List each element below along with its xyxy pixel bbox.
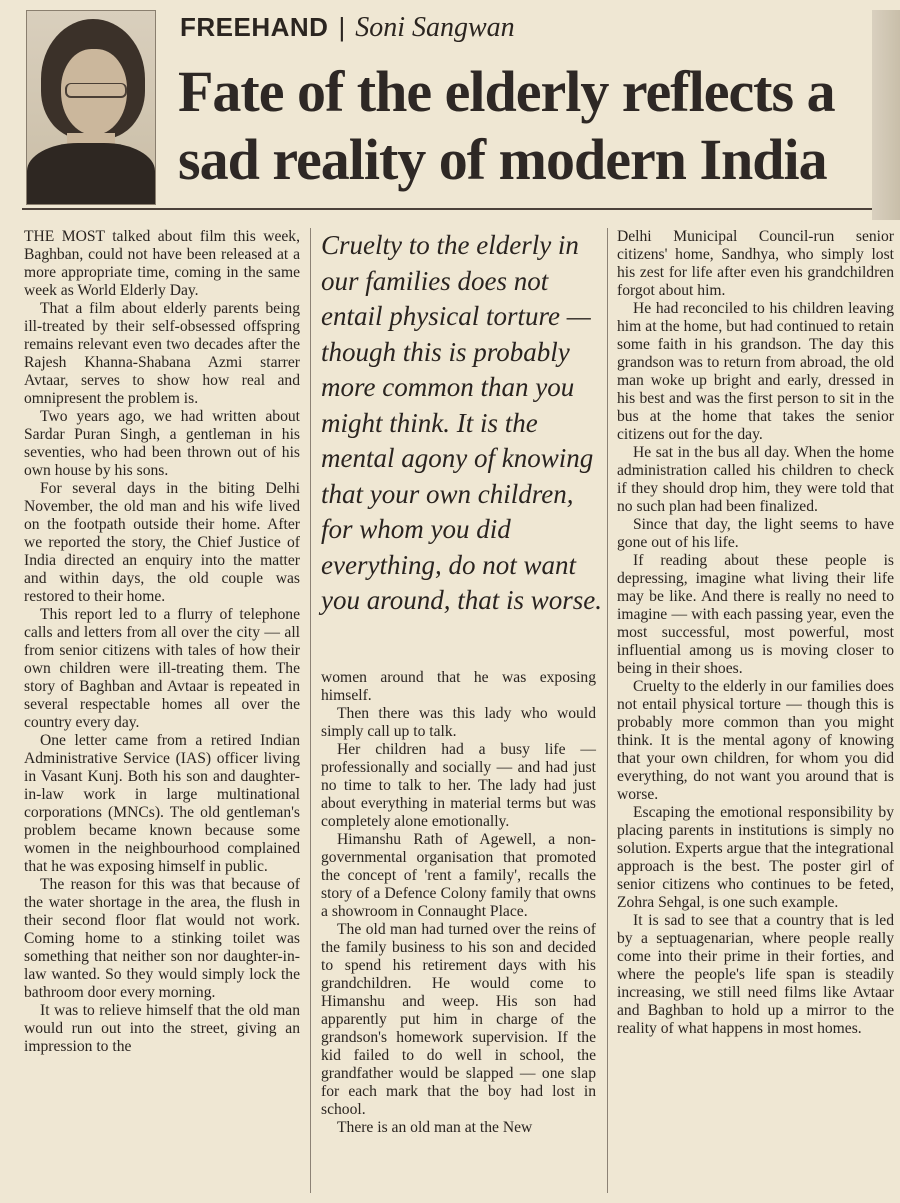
paragraph: Then there was this lady who would simply call up to talk. — [321, 705, 596, 740]
paragraph: It is sad to see that a country that is led by a septuagenarian, where people really come into their prime in their forties, and where the people's life span is steadily increasing, we still need films like Avtaar and Baghban to hold up a mirror to the reality of what happens in most homes. — [617, 912, 894, 1037]
paragraph: This report led to a flurry of telephone calls and letters from all over the city — all from senior citizens with tales of how their own children were ill-treating them. The story of Baghban and Avtaar is repeated in several respectable homes all over the country every day. — [24, 606, 300, 731]
column-divider — [607, 228, 608, 1193]
kicker-separator: | — [338, 12, 346, 42]
paragraph: He sat in the bus all day. When the home administration called his children to check if they should drop him, they were told that no such plan had been finalized. — [617, 444, 894, 515]
paragraph: That a film about elderly parents being ill-treated by their self-obsessed offspring remains relevant even two decades after the Rajesh Khanna-Shabana Azmi starrer Avtaar, serves to show how real and omnipresent the problem is. — [24, 300, 300, 407]
paragraph: It was to relieve himself that the old man would run out into the street, giving an impression to the — [24, 1002, 300, 1055]
article-column-2 — [321, 669, 596, 1137]
paragraph: One letter came from a retired Indian Administrative Service (IAS) officer living in Vasant Kunj. Both his son and daughter-in-law work in large multinational corporations (MNCs). The old gentleman's problem became known because some women in the neighbourhood complained that he was exposing himself in public. — [24, 732, 300, 875]
paragraph: Himanshu Rath of Agewell, a non-governmental organisation that promoted the concept of 'rent a family', recalls the story of a Defence Colony family that owns a showroom in Connaught Place. — [321, 831, 596, 920]
paragraph: Her children had a busy life — professionally and socially — and had just no time to talk to her. The lady had just about everything in material terms but was completely alone emotionally. — [321, 741, 596, 830]
paragraph: There is an old man at the New — [337, 1119, 533, 1136]
headline: Fate of the elderly reflects a sad reality of modern India — [178, 59, 835, 192]
pull-quote: Cruelty to the elderly in our families does not entail physical torture — though this is probably more common than you might think. It is the mental agony of knowing that your own children, for whom you did everything, do not want you around, that is worse. — [321, 230, 603, 615]
column-divider — [310, 228, 311, 1193]
paragraph: The reason for this was that because of the water shortage in the area, the flush in their second floor flat would not work. Coming home to a stinking toilet was something that neither son nor daughter-in-law wanted. So they would simply lock the bathroom door every morning. — [24, 876, 300, 1001]
paragraph: Cruelty to the elderly in our families does not entail physical torture — though this is probably more common than you might think. It is the mental agony of knowing that your own children, for whom you did everything, do not want you around that is worse. — [617, 678, 894, 803]
article-column-3 — [617, 228, 894, 1038]
paragraph: Escaping the emotional responsibility by placing parents in institutions is simply no solution. Experts argue that the integrational approach is the best. The poster girl of senior citizens who continues to be feted, Zohra Sehgal, is one such example. — [617, 804, 894, 911]
author-name: Soni Sangwan — [355, 12, 515, 43]
paragraph: women around that he was exposing himself. — [321, 669, 596, 704]
header-divider — [22, 208, 872, 210]
paragraph: If reading about these people is depressing, imagine what living their life may be like. And there is really no need to imagine — with each passing year, even the most successful, most powerful, most influential among us is moving closer to being in their shoes. — [617, 552, 894, 677]
paragraph: THE MOST talked about film this week, Baghban, could not have been released at a more appropriate time, coming in the same week as World Elderly Day. — [24, 228, 300, 299]
column-name: FREEHAND — [180, 12, 329, 42]
adjacent-page-edge — [872, 10, 900, 220]
paragraph: The old man had turned over the reins of the family business to his son and decided to spend his retirement days with his grandchildren. He would come to Himanshu and weep. His son had apparently put him in charge of the grandson's homework supervision. If the kid failed to do well in school, the grandfather would be slapped — one slap for each mark that the boy had lost in school. — [321, 921, 596, 1118]
author-photo — [26, 10, 156, 205]
paragraph: Two years ago, we had written about Sardar Puran Singh, a gentleman in his seventies, who had been thrown out of his own house by his sons. — [24, 408, 300, 479]
article-column-1 — [24, 228, 300, 1056]
paragraph: Since that day, the light seems to have gone out of his life. — [617, 516, 894, 551]
paragraph: Delhi Municipal Council-run senior citizens' home, Sandhya, who simply lost his zest for life after even his grandchildren forgot about him. — [617, 228, 894, 299]
column-kicker — [180, 10, 515, 44]
paragraph: He had reconciled to his children leaving him at the home, but had continued to retain some faith in his grandson. The day this grandson was to return from abroad, the old man woke up bright and early, dressed in his best and was the first person to sit in the bus at the home that takes the senior citizens out for the day. — [617, 300, 894, 443]
paragraph: For several days in the biting Delhi November, the old man and his wife lived on the footpath outside their home. After we reported the story, the Chief Justice of India directed an enquiry into the matter and within days, the old couple was restored to their home. — [24, 480, 300, 605]
